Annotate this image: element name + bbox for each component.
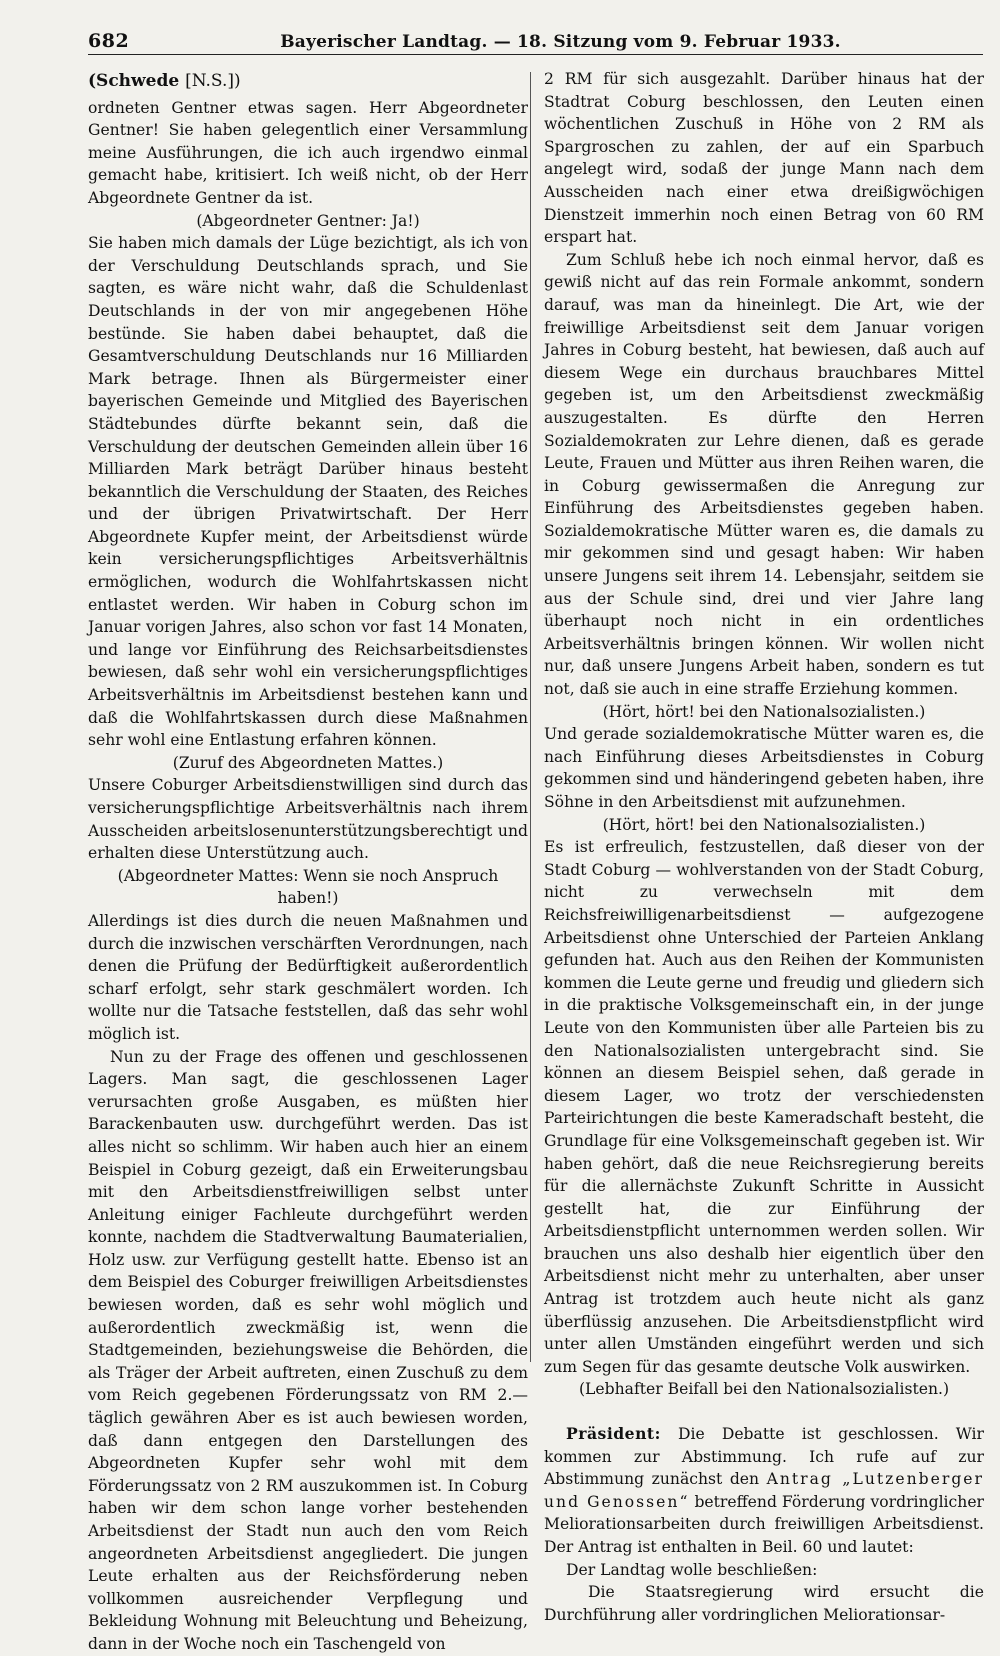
interjection: (Lebhafter Beifall bei den Nationalsozialisten.) [578, 1380, 950, 1399]
left-column [88, 68, 528, 1656]
paragraph: ordneten Gentner etwas sagen. Herr Abgeordneter Gentner! Sie haben gelegentlich einer Versammlung meine Ausführungen, die ich auch irgendwo einmal gemacht habe, kritisiert. Ich weiß nicht, ob der Herr Abgeordnete Gentner da ist. [88, 98, 528, 207]
president-text: Die Debatte ist geschlossen. Wir kommen zur Abstimmung. Ich rufe auf zur Abstimmung zunächst den [544, 1425, 984, 1489]
paragraph: Allerdings ist dies durch die neuen Maßnahmen und durch die inzwischen verschärften Verordnungen, nach denen die Prüfung der Bedürftigkeit außerordentlich scharf erfolgt, sehr stark geschmälert worden. Ich wollte nur die Tatsache feststellen, daß das sehr wohl möglich ist. [88, 911, 528, 1043]
paragraph: Zum Schluß hebe ich noch einmal hervor, daß es gewiß nicht auf das rein Formale ankommt, sondern darauf, was man da hineinlegt. Die Art, wie der freiwillige Arbeitsdienst seit dem Januar vorigen Jahres in Coburg besteht, hat bewiesen, daß auch auf diesem Wege ein durchaus brauchbares Mittel gegeben ist, um den Arbeitsdienst zweckmäßig auszugestalten. Es dürfte den Herren Sozialdemokraten zur Lehre dienen, daß es gerade Leute, Frauen und Mütter aus ihren Reihen waren, die in Coburg gewissermaßen die Anregung zur Einführung des Arbeitsdienstes gegeben haben. Sozialdemokratische Mütter waren es, die damals zu mir gekommen sind und gesagt haben: Wir haben unsere Jungens seit ihrem 14. Lebensjahr, seitdem sie aus der Schule sind, drei und vier Jahre lang überhaupt noch nicht in ein ordentliches Arbeitsverhältnis bringen können. Wir wollen nicht nur, daß unsere Jungens Arbeit haben, sondern es tut not, daß sie auch in eine straffe Erziehung kommen. [544, 250, 984, 699]
column-divider [530, 72, 531, 1362]
paragraph: Und gerade sozialdemokratische Mütter waren es, die nach Einführung dieses Arbeitsdienstes in Coburg gekommen sind und händeringend gebeten haben, ihre Söhne in den Arbeitsdienst mit aufzunehmen. [544, 725, 984, 811]
speaker-party: [N.S.]) [185, 71, 241, 91]
president-text-cont: betreffend Förderung vordringlicher Meliorationsarbeiten durch freiwilligen Arbeitsdienst. Der Antrag ist enthalten in Beil. 60 und lautet: [544, 1492, 984, 1556]
speaker-heading [88, 70, 528, 93]
interjection: (Abgeordneter Mattes: Wenn sie noch Anspruch haben!) [117, 866, 499, 908]
page-number: 682 [88, 30, 130, 52]
paragraph: Nun zu der Frage des offenen und geschlossenen Lagers. Man sagt, die geschlossenen Lager verursachten große Ausgaben, es müßten hier Barackenbauten usw. durchgeführt werden. Das ist alles nicht so schlimm. Wir haben auch hier an einem Beispiel in Coburg gezeigt, daß ein Erweiterungsbau mit den Arbeitsdienstfreiwilligen selbst unter Anleitung einiger Fachleute durchgeführt werden konnte, nachdem die Stadtverwaltung Baumaterialien, Holz usw. zur Verfügung gestellt hatte. Ebenso ist an dem Beispiel des Coburger freiwilligen Arbeitsdienstes bewiesen worden, daß es sehr wohl möglich und außerordentlich zweckmäßig ist, wenn die Stadtgemeinden, beziehungsweise die Behörden, die als Träger der Arbeit auftreten, einen Zuschuß zu dem vom Reich gegebenen Förderungssatz von RM 2.— täglich gewähren Aber es ist auch bewiesen worden, daß dann entgegen den Darstellungen des Abgeordneten Kupfer sehr wohl mit dem Förderungssatz von 2 RM auszukommen ist. In Coburg haben wir dem schon lange vorher bestehenden Arbeitsdienst der Stadt nun auch den vom Reich angeordneten Arbeitsdienst angegliedert. Die jungen Leute erhalten aus der Reichsförderung neben vollkommen ausreichender Verpflegung und Bekleidung Wohnung mit Beleuchtung und Beheizung, dann in der Woche noch ein Taschengeld von [88, 1047, 528, 1653]
interjection: (Hört, hört! bei den Nationalsozialisten.) [602, 815, 926, 834]
right-column [544, 68, 984, 1626]
president-label: Präsident: [566, 1424, 661, 1444]
header-rule [88, 54, 983, 55]
antrag-title: Antrag „Lutzenberger und Genossen“ [544, 1470, 984, 1511]
president-paragraph [544, 1423, 984, 1559]
interjection: (Abgeordneter Gentner: Ja!) [196, 211, 420, 230]
resolution-intro: Der Landtag wolle beschließen: [566, 1560, 818, 1579]
section-gap [544, 1401, 984, 1423]
running-head: Bayerischer Landtag. — 18. Sitzung vom 9. Februar 1933. [280, 32, 841, 52]
speaker-name: (Schwede [88, 71, 180, 91]
resolution-text: Die Staatsregierung wird ersucht die Durchführung aller vordringlichen Meliorationsar- [544, 1583, 984, 1624]
paragraph: Sie haben mich damals der Lüge bezichtigt, als ich von der Verschuldung Deutschlands sprach, und Sie sagten, es wäre nicht wahr, daß die Schuldenlast Deutschlands in der von mir angegebenen Höhe bestünde. Sie haben dabei behauptet, daß die Gesamtverschuldung Deutschlands nur 16 Milliarden Mark betrage. Ihnen als Bürgermeister einer bayerischen Gemeinde und Mitglied des Bayerischen Städtebundes dürfte bekannt sein, daß die Verschuldung der deutschen Gemeinden allein über 16 Milliarden Mark beträgt Darüber hinaus besteht bekanntlich die Verschuldung der Staaten, des Reiches und der übrigen Privatwirtschaft. Der Herr Abgeordnete Kupfer meint, der Arbeitsdienst würde kein versicherungspflichtiges Arbeitsverhältnis ermöglichen, wodurch die Wohlfahrtskassen nicht entlastet werden. Wir haben in Coburg schon im Januar vorigen Jahres, also schon vor fast 14 Monaten, und lange vor Einführung des Reichsarbeitsdienstes bewiesen, daß sehr wohl ein versicherungspflichtiges Arbeitsverhältnis im Arbeitsdienst bestehen kann und daß die Wohlfahrtskassen durch diese Maßnahmen sehr wohl eine Entlastung erfahren können. [88, 234, 528, 750]
paragraph: Unsere Coburger Arbeitsdienstwilligen sind durch das versicherungspflichtige Arbeitsverhältnis nach ihrem Ausscheiden arbeitslosenunterstützungsberechtigt und erhalten diese Unterstützung auch. [88, 776, 528, 863]
paragraph: Es ist erfreulich, festzustellen, daß dieser von der Stadt Coburg — wohlverstanden von der Stadt Coburg, nicht zu verwechseln mit dem Reichsfreiwilligenarbeitsdienst — aufgezogene Arbeitsdienst ohne Unterschied der Parteien Anklang gefunden hat. Auch aus den Reihen der Kommunisten kommen die Leute gerne und freudig und gliedern sich in die praktische Volksgemeinschaft ein, in der junge Leute von den Kommunisten über alle Parteien bis zu den Nationalsozialisten untergebracht sind. Sie können an diesem Beispiel sehen, daß gerade in diesem Lager, wo trotz der verschiedensten Parteirichtungen die beste Kameradschaft besteht, die Grundlage für eine Volksgemeinschaft gegeben ist. Wir haben gehört, daß die neue Reichsregierung bereits für die allernächste Zukunft Schritte in Aussicht gestellt hat, die zur Einführung der Arbeitsdienstpflicht unternommen werden sollen. Wir brauchen uns also deshalb hier eigentlich über den Arbeitsdienst nicht mehr zu unterhalten, aber unser Antrag ist trotzdem auch heute nicht als ganz überflüssig anzusehen. Die Arbeitsdienstpflicht wird unter allen Umständen eingeführt werden und sich zum Segen für das gesamte deutsche Volk auswirken. [544, 838, 984, 1376]
interjection: (Zuruf des Abgeordneten Mattes.) [172, 753, 444, 772]
interjection: (Hört, hört! bei den Nationalsozialisten.) [602, 702, 926, 721]
paragraph: 2 RM für sich ausgezahlt. Darüber hinaus hat der Stadtrat Coburg beschlossen, den Leuten einen wöchentlichen Zuschuß in Höhe von 2 RM als Spargroschen zu zahlen, der auf ein Sparbuch angelegt wird, sodaß der junge Mann nach dem Ausscheiden nach einer etwa dreißigwöchigen Dienstzeit immerhin noch einen Betrag von 60 RM erspart hat. [544, 70, 984, 247]
